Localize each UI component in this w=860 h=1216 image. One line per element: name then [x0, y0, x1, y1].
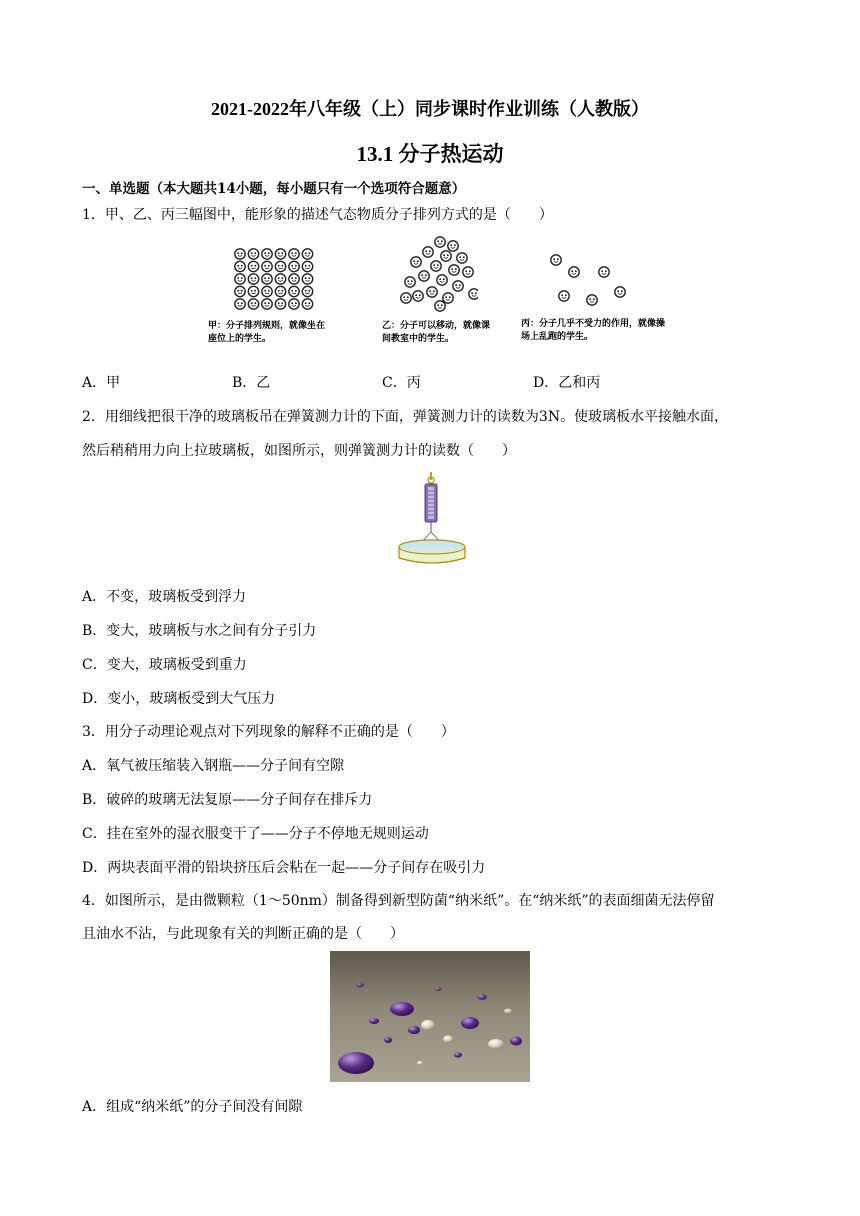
molecule-dot — [289, 274, 299, 284]
document-title: 2021-2022年八年级（上）同步课时作业训练（人教版） — [211, 99, 649, 119]
molecule-dot — [443, 293, 453, 303]
molecule-dot — [248, 249, 258, 259]
molecule-dot — [302, 286, 312, 296]
spring-scale-figure — [396, 472, 470, 568]
molecule-dot — [235, 274, 245, 284]
molecule-dot — [551, 255, 561, 265]
molecule-dot — [248, 261, 258, 271]
molecule-dot — [435, 301, 445, 311]
molecule-dot — [289, 299, 299, 309]
q2-option-c[interactable]: C．变大，玻璃板受到重力 — [82, 657, 247, 673]
molecule-dot — [235, 286, 245, 296]
q1-option-d[interactable]: D．乙和丙 — [533, 375, 601, 391]
molecule-dot — [248, 274, 258, 284]
q3-option-d[interactable]: D．两块表面平滑的铅块挤压后会粘在一起——分子间存在吸引力 — [82, 860, 486, 876]
molecule-dot — [248, 299, 258, 309]
caption-jia: 甲：分子排列规则，就像坐在座位上的学生。 — [208, 321, 326, 344]
molecule-dot — [423, 247, 433, 257]
molecule-dot — [413, 291, 423, 301]
question-2-line2: 然后稍稍用力向上拉玻璃板，如图所示，则弹簧测力计的读数（ ） — [82, 443, 516, 459]
molecule-diagram-yi — [396, 236, 478, 314]
molecule-dot — [448, 241, 458, 251]
molecule-dot — [302, 261, 312, 271]
q1-option-b[interactable]: B．乙 — [232, 375, 271, 391]
question-1-stem: 1．甲、乙、丙三幅图中，能形象的描述气态物质分子排列方式的是（ ） — [82, 207, 553, 223]
molecule-dot — [449, 265, 459, 275]
q4-option-a[interactable]: A．组成“纳米纸”的分子间没有间隙 — [82, 1099, 303, 1115]
molecule-dot — [275, 274, 285, 284]
molecule-dot — [615, 287, 625, 297]
molecule-dot — [262, 274, 272, 284]
molecule-dot — [302, 274, 312, 284]
q3-option-a[interactable]: A．氧气被压缩装入钢瓶——分子间有空隙 — [82, 758, 345, 774]
question-2-line1: 2．用细线把很干净的玻璃板吊在弹簧测力计的下面，弹簧测力计的读数为3N。使玻璃板水平接触水面， — [82, 409, 729, 425]
molecule-dot — [411, 257, 421, 267]
molecule-dot — [275, 249, 285, 259]
question-4-line2: 且油水不沾，与此现象有关的判断正确的是（ ） — [82, 926, 404, 942]
molecule-dot — [431, 261, 441, 271]
nano-paper-photo — [330, 951, 530, 1082]
molecule-dot — [463, 267, 473, 277]
q1-option-c[interactable]: C．丙 — [382, 375, 421, 391]
molecule-dot — [427, 287, 437, 297]
q2-option-d[interactable]: D．变小，玻璃板受到大气压力 — [82, 691, 276, 707]
question-4-line1: 4．如图所示，是由微颗粒（1～50nm）制备得到新型防菌“纳米纸”。在“纳米纸”的表面细菌无法停留 — [82, 893, 715, 909]
molecule-dot — [262, 299, 272, 309]
molecule-dot — [559, 291, 569, 301]
molecule-dot — [469, 289, 478, 299]
molecule-dot — [453, 281, 463, 291]
section-heading: 一、单选题（本大题共14小题，每小题只有一个选项符合题意） — [82, 181, 466, 197]
caption-bing: 丙：分子几乎不受力的作用，就像操场上乱跑的学生。 — [521, 319, 666, 342]
molecule-dot — [289, 261, 299, 271]
molecule-dot — [569, 267, 579, 277]
molecule-dot — [441, 251, 451, 261]
molecule-dot — [457, 253, 467, 263]
molecule-dot — [587, 295, 597, 305]
molecule-dot — [289, 249, 299, 259]
molecule-dot — [275, 261, 285, 271]
molecule-dot — [435, 237, 445, 247]
molecule-diagram-bing — [548, 252, 628, 306]
molecule-dot — [405, 277, 415, 287]
q2-option-a[interactable]: A．不变，玻璃板受到浮力 — [82, 589, 247, 605]
molecule-dot — [262, 261, 272, 271]
q3-option-b[interactable]: B．破碎的玻璃无法复原——分子间存在排斥力 — [82, 792, 373, 808]
q3-option-c[interactable]: C．挂在室外的湿衣服变干了——分子不停地无规则运动 — [82, 826, 429, 842]
q2-option-b[interactable]: B．变大，玻璃板与水之间有分子引力 — [82, 623, 317, 639]
molecule-dot — [248, 286, 258, 296]
molecule-dot — [599, 267, 609, 277]
molecule-dot — [275, 286, 285, 296]
molecule-dot — [419, 271, 429, 281]
molecule-dot — [262, 249, 272, 259]
molecule-dot — [401, 293, 411, 303]
molecule-dot — [302, 249, 312, 259]
molecule-dot — [235, 249, 245, 259]
molecule-dot — [235, 261, 245, 271]
molecule-dot — [437, 275, 447, 285]
molecule-dot — [262, 286, 272, 296]
molecule-dot — [275, 299, 285, 309]
question-3-stem: 3．用分子动理论观点对下列现象的解释不正确的是（ ） — [82, 724, 455, 740]
molecule-dot — [235, 299, 245, 309]
molecule-dot — [289, 286, 299, 296]
caption-yi: 乙：分子可以移动，就像课间教室中的学生。 — [382, 321, 491, 344]
molecule-diagram-jia — [234, 248, 314, 312]
molecule-dot — [302, 299, 312, 309]
lesson-title: 13.1 分子热运动 — [356, 142, 504, 166]
q1-option-a[interactable]: A．甲 — [82, 375, 121, 391]
